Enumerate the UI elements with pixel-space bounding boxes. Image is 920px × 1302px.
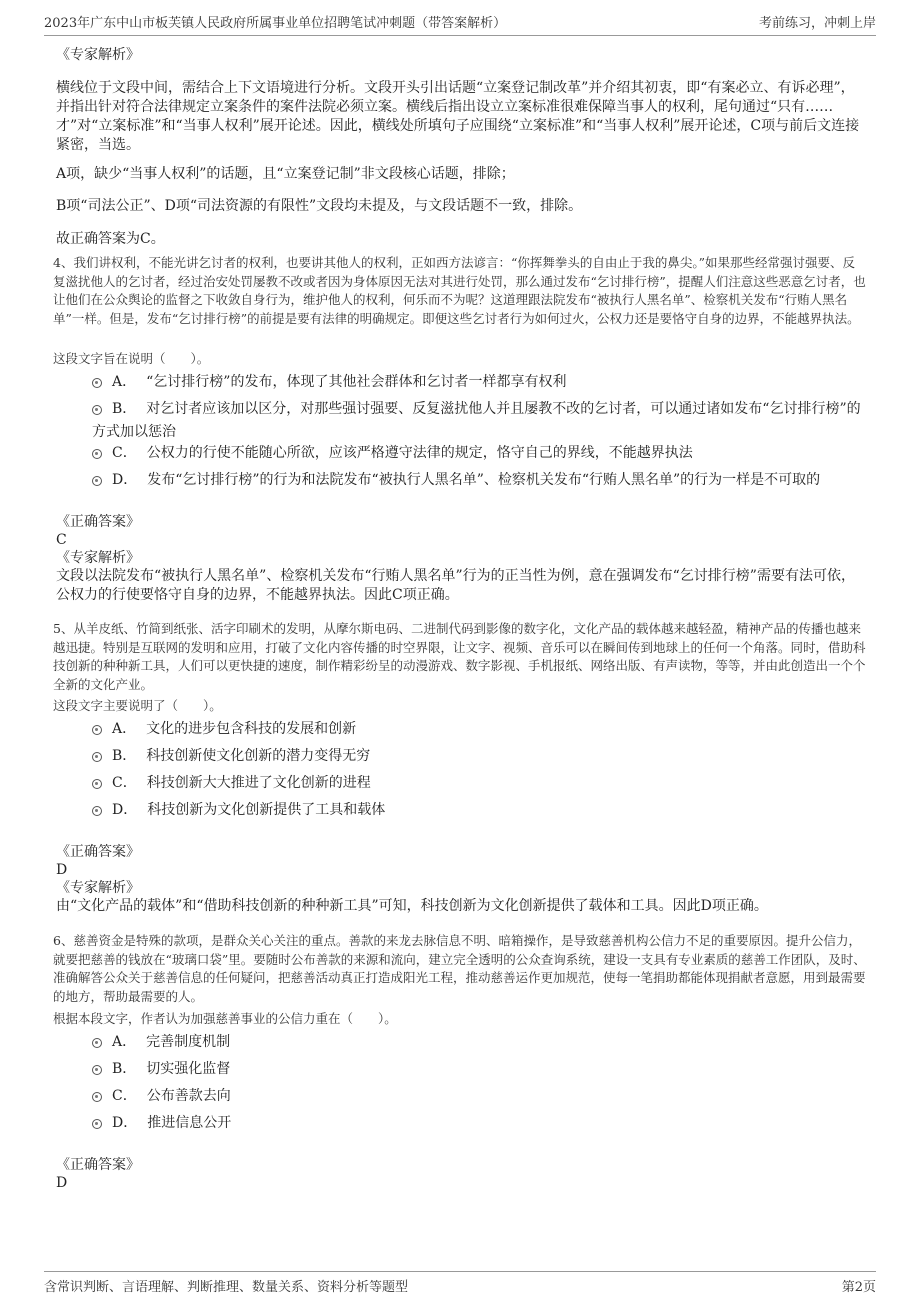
option-text: 发布“乞讨排行榜”的行为和法院发布“被执行人黑名单”、检察机关发布“行贿人黑名单”的行为一样是不可取的 (147, 472, 821, 488)
question-stem: 6、慈善资金是特殊的款项，是群众关心关注的重点。善款的来龙去脉信息不明、暗箱操作，是导致慈善机构公信力不足的重要原因。提升公信力，就要把慈善的钱放在“玻璃口袋”里。要随时公布善款的来源和流向，建立完全透明的公众查询系统，建设一支具有专业素质的慈善工作团队，及时、准确解答公众关于慈善信息的任何疑问，把慈善活动真正打造成阳光工程，推动慈善运作更加规范，使每一笔捐助都能体现捐献者意愿，用到最需要的地方，帮助最需要的人。 (53, 933, 866, 1004)
bd-note-block (56, 197, 866, 216)
question-5-prompt (53, 697, 863, 716)
option-text: 公权力的行使不能随心所欲，应该严格遵守法律的规定，恪守自己的界线，不能越界执法 (146, 445, 693, 461)
radio-icon[interactable] (92, 1038, 102, 1048)
question-6-stem (53, 932, 867, 1006)
top-analysis-label-block (56, 46, 866, 64)
analysis-text: 文段以法院发布“被执行人黑名单”、检察机关发布“行贿人黑名单”行为的正当性为例，意在强调发布“乞讨排行榜”需要有法可依，公权力的行使要恪守自身的边界，不能越界执法。因此C项正确。 (56, 568, 855, 603)
question-4-stem (53, 254, 867, 328)
top-analysis-block (56, 79, 866, 155)
option-key: C． (112, 1088, 137, 1104)
option-text: 科技创新为文化创新提供了工具和载体 (147, 802, 386, 818)
radio-icon[interactable] (92, 405, 102, 415)
option-text: 科技创新大大推进了文化创新的进程 (146, 775, 371, 791)
analysis-label: 《专家解析》 (56, 47, 140, 63)
option-key: A． (112, 374, 137, 390)
option-b[interactable] (92, 745, 872, 768)
page-header (44, 12, 876, 36)
option-key: D． (112, 802, 138, 818)
radio-icon[interactable] (92, 752, 102, 762)
option-bd-note: B项“司法公正”、D项“司法资源的有限性”文段均未提及，与文段话题不一致，排除。 (56, 198, 583, 214)
option-d[interactable] (92, 1112, 872, 1135)
option-key: A． (112, 721, 137, 737)
question-6-prompt (53, 1010, 863, 1029)
option-text: 推进信息公开 (147, 1115, 232, 1131)
option-b[interactable] (92, 1058, 872, 1081)
option-b[interactable] (92, 398, 872, 444)
question-stem: 4、我们讲权利，不能光讲乞讨者的权利，也要讲其他人的权利，正如西方法谚言：“你挥舞拳头的自由止于我的鼻尖。”如果那些经常强讨强要、反复滋扰他人的乞讨者，经过治安处罚屡教不改或者因为身体原因无法对其进行处罚，那么通过发布“乞讨排行榜”，提醒人们注意这些恶意乞讨者，也让他们在公众舆论的监督之下收敛自身行为，维护他人的权利，何乐而不为呢？这道理跟法院发布“被执行人黑名单”、检察机关发布“行贿人黑名单”一样。但是，发布“乞讨排行榜”的前提是要有法律的明确规定。即便这些乞讨者行为如何过火，公权力还是要恪守自身的边界，不能越界执法。 (53, 255, 866, 326)
radio-icon[interactable] (92, 1092, 102, 1102)
option-a[interactable] (92, 1031, 872, 1054)
option-a[interactable] (92, 371, 872, 394)
option-key: B． (112, 1061, 137, 1077)
footer-note: 含常识判断、言语理解、判断推理、数量关系、资料分析等题型 (44, 1280, 409, 1295)
radio-icon[interactable] (92, 1065, 102, 1075)
question-stem: 5、从羊皮纸、竹简到纸张、活字印刷术的发明，从摩尔斯电码、二进制代码到影像的数字化，文化产品的载体越来越轻盈，精神产品的传播也越来越迅捷。特别是互联网的发明和应用，打破了文化内容传播的时空界限，让文字、视频、音乐可以在瞬间传到地球上的任何一个角落。同时，借助科技创新的种种新工具，人们可以更快捷的速度，制作精彩纷呈的动漫游戏、数字影视、手机报纸、网络出版、有声读物，等等，并由此创造出一个个全新的文化产业。 (53, 621, 866, 692)
option-c[interactable] (92, 442, 872, 465)
a-note-block (56, 165, 866, 184)
option-d[interactable] (92, 469, 872, 492)
answer-5-block (56, 843, 866, 916)
answer-label: 《正确答案》 (56, 844, 140, 860)
option-a-note: A项，缺少“当事人权利”的话题，且“立案登记制”非文段核心话题，排除； (56, 166, 515, 182)
answer-conclusion: 故正确答案为C。 (56, 231, 165, 247)
option-c[interactable] (92, 1085, 872, 1108)
answer-value: D (56, 862, 68, 878)
answer-6-block (56, 1156, 866, 1192)
analysis-text: 由“文化产品的载体”和“借助科技创新的种种新工具”可知，科技创新为文化创新提供了载体和工具。因此D项正确。 (56, 898, 768, 914)
question-prompt: 根据本段文字，作者认为加强慈善事业的公信力重在（ ）。 (53, 1011, 397, 1026)
header-slogan: 考前练习，冲刺上岸 (758, 16, 876, 31)
option-key: C． (112, 775, 137, 791)
option-key: C． (112, 445, 137, 461)
option-text: 完善制度机制 (146, 1034, 231, 1050)
answer-value: C (56, 532, 67, 548)
option-key: D． (112, 1115, 138, 1131)
radio-icon[interactable] (92, 378, 102, 388)
analysis-label: 《专家解析》 (56, 550, 140, 566)
option-key: B． (112, 401, 137, 417)
question-4-prompt (53, 350, 863, 369)
option-key: B． (112, 748, 137, 764)
radio-icon[interactable] (92, 449, 102, 459)
radio-icon[interactable] (92, 476, 102, 486)
header-title: 2023年广东中山市板芙镇人民政府所属事业单位招聘笔试冲刺题（带答案解析） (44, 16, 507, 31)
option-text: 科技创新使文化创新的潜力变得无穷 (146, 748, 371, 764)
page-number: 第2页 (841, 1280, 876, 1295)
radio-icon[interactable] (92, 779, 102, 789)
option-text: “乞讨排行榜”的发布，体现了其他社会群体和乞讨者一样都享有权利 (146, 374, 567, 390)
question-5-stem (53, 620, 867, 694)
radio-icon[interactable] (92, 806, 102, 816)
conclusion-block (56, 230, 866, 249)
radio-icon[interactable] (92, 725, 102, 735)
option-key: D． (112, 472, 138, 488)
answer-value: D (56, 1175, 68, 1191)
radio-icon[interactable] (92, 1119, 102, 1129)
option-text: 切实强化监督 (146, 1061, 231, 1077)
answer-label: 《正确答案》 (56, 1157, 140, 1173)
option-text: 公布善款去向 (146, 1088, 231, 1104)
option-c[interactable] (92, 772, 872, 795)
question-prompt: 这段文字旨在说明（ ）。 (53, 351, 210, 366)
option-text: 对乞讨者应该加以区分，对那些强讨强要、反复滋扰他人并且屡教不改的乞讨者，可以通过诸如发布“乞讨排行榜”的方式加以惩治 (92, 401, 861, 440)
option-d[interactable] (92, 799, 872, 822)
option-a[interactable] (92, 718, 872, 741)
option-text: 文化的进步包含科技的发展和创新 (146, 721, 357, 737)
analysis-text: 横线位于文段中间，需结合上下文语境进行分析。文段开头引出话题“立案登记制改革”并介绍其初衷，即“有案必立、有诉必理”，并指出针对符合法律规定立案条件的案件法院必须立案。横线后指出设立立案标准很难保障当事人的权利，尾句通过“只有……才”对“立案标准”和“当事人权利”展开论述。因此，横线处所填句子应围绕“立案标准”和“当事人权利”展开论述，C项与前后文连接紧密，当选。 (56, 80, 860, 153)
page-footer (44, 1271, 876, 1295)
answer-label: 《正确答案》 (56, 514, 140, 530)
question-prompt: 这段文字主要说明了（ ）。 (53, 698, 222, 713)
option-key: A． (112, 1034, 137, 1050)
answer-4-block (56, 513, 866, 605)
analysis-label: 《专家解析》 (56, 880, 140, 896)
